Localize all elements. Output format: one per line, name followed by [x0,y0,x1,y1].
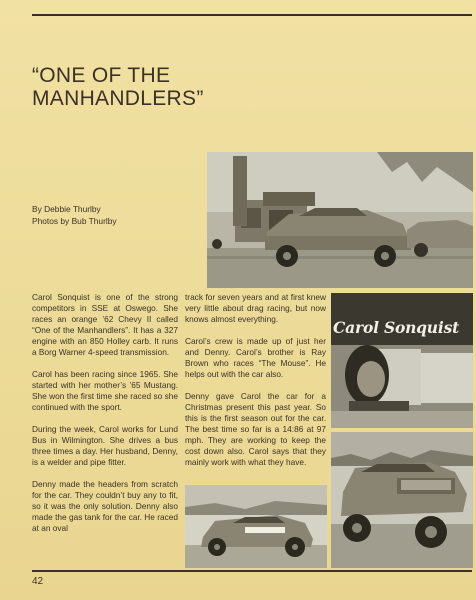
page-number: 42 [32,576,44,587]
paragraph-4-start: Denny made the headers from scratch for the car. They couldn’t buy any to fit, so it was the only solution. Denny also made the gas tank for the car. He raced at an oval [32,479,178,533]
bottom-rule [32,570,472,572]
photo-credit: Photos by Bub Thurlby [32,216,117,226]
article-title [32,64,272,110]
paragraph-1: Carol Sonquist is one of the strong competitors in SSE at Oswego. She races an orange ’62 Chevy II called “One of the Manhandlers”. It has a 327 engine with an 850 Holley carb. It runs a Borg Warner 4-speed transmission. [32,292,178,357]
paragraph-2: Carol has been racing since 1965. She started with her mother’s ’65 Mustang. She won the first time she raced so she continued with the sport. [32,369,178,412]
byline: By Debbie Thurlby [32,204,101,214]
paragraph-5: Carol’s crew is made up of just her and Denny. Carol’s brother is Ray Brown who races “The Mouse”. He helps out with the car also. [185,336,326,379]
photo-car-side [185,485,327,568]
article-column-middle [185,292,326,479]
article-credits [32,203,202,227]
title-line-1: “ONE OF THE [32,64,171,87]
title-line-2: MANHANDLERS” [32,87,204,110]
paragraph-6: Denny gave Carol the car for a Christmas present this past year. So this is the first season out for the car. The best time so far is a 14:86 at 97 mph. They are working to keep the cost down also. Carol says that they mainly work with what they have. [185,391,326,467]
car-door-lettering: Carol Sonquist [333,318,460,337]
top-rule [32,14,472,16]
article-column-left [32,292,178,545]
paragraph-4-end: track for seven years and at first knew very little about drag racing, but now knows almost everything. [185,292,326,324]
photo-driver-portrait [331,293,473,428]
photo-car-street [207,152,473,288]
photo-car-front [331,432,473,568]
paragraph-3: During the week, Carol works for Lund Bus in Wilmington. She drives a bus three times a day. Her husband, Denny, is a welder and pipe fitter. [32,424,178,467]
